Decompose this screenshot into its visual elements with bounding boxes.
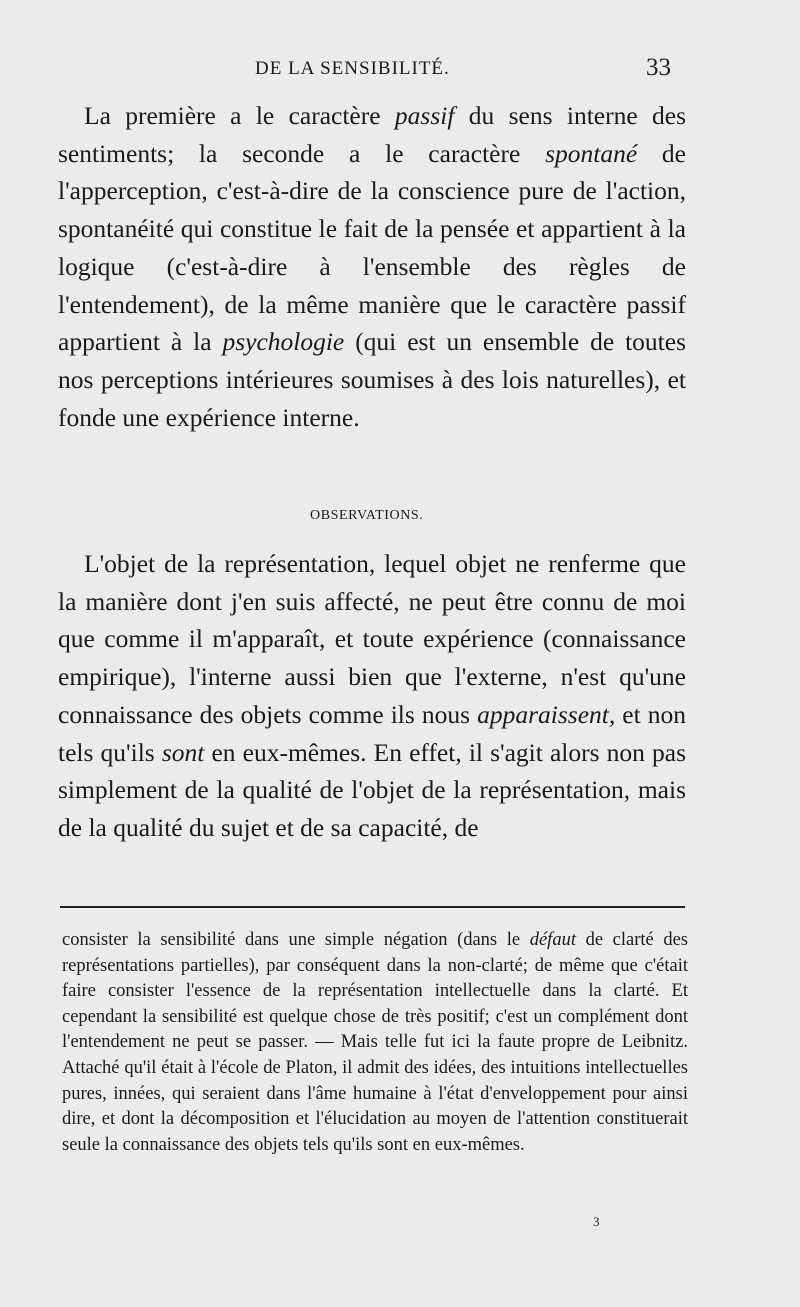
paragraph-1	[58, 97, 686, 436]
footnote-rule	[60, 906, 685, 908]
text-run: de l'apperception, c'est-à-dire de la conscience pure de l'action, spontanéité qui constitue le fait de la pensée et appartient à la logique (c'est-à-dire à l'ensemble des règles de l'entendement), de la même manière que le caractère passif appartient à la	[58, 138, 686, 357]
text-run: et non tels qu'ils	[58, 699, 687, 767]
text-run: consister la sensibilité dans une simple négation (dans le	[62, 930, 530, 950]
text-run: (qui est un ensemble de toutes nos perceptions intérieures soumises à des lois naturelles), et fonde une expérience interne.	[58, 327, 686, 432]
section-heading: OBSERVATIONS.	[310, 508, 424, 523]
italic-run: défaut	[529, 930, 576, 950]
italic-run: apparaissent,	[477, 699, 616, 729]
italic-run: passif	[394, 101, 455, 130]
page-number: 33	[646, 54, 671, 81]
italic-run: spontané	[545, 138, 638, 168]
footnote	[62, 928, 688, 1158]
paragraph-2	[58, 545, 686, 847]
italic-run: sont	[161, 737, 205, 767]
text-run: en eux-mêmes. En effet, il s'agit alors non pas simplement de la qualité de l'objet de la représentation, mais de la qualité du sujet et de sa capacité, de	[58, 737, 686, 842]
signature-mark: 3	[593, 1214, 600, 1229]
text-run: L'objet de la représentation, lequel objet ne renferme que la manière dont j'en suis affecté, ne peut être connu de moi que comme il m'apparaît, et toute expérience (connaissance empirique), l'interne aussi bien que l'externe, n'est qu'une connaissance des objets comme ils nous	[58, 549, 686, 729]
text-run: de clarté des représentations partielles), par conséquent dans la non-clarté; de même que c'était faire consister l'essence de la représentation intellectuelle dans la clarté. Et cependant la sensibilité est quelque chose de très positif; c'est un complément dont l'entendement ne peut se passer. — Mais telle fut ici la faute propre de Leibnitz. Attaché qu'il était à l'école de Platon, il admit des idées, des intuitions intellectuelles pures, innées, qui seraient dans l'âme humaine à l'état d'enveloppement pour ainsi dire, et dont la décomposition et l'élucidation au moyen de l'attention constituerait seule la connaissance des objets tels qu'ils sont en eux-mêmes.	[62, 930, 688, 1155]
text-run: du sens interne des sentiments; la seconde a le caractère	[58, 101, 686, 168]
italic-run: psychologie	[222, 327, 345, 357]
running-title: DE LA SENSIBILITÉ.	[255, 58, 450, 79]
text-run: La première a le caractère	[84, 101, 395, 130]
